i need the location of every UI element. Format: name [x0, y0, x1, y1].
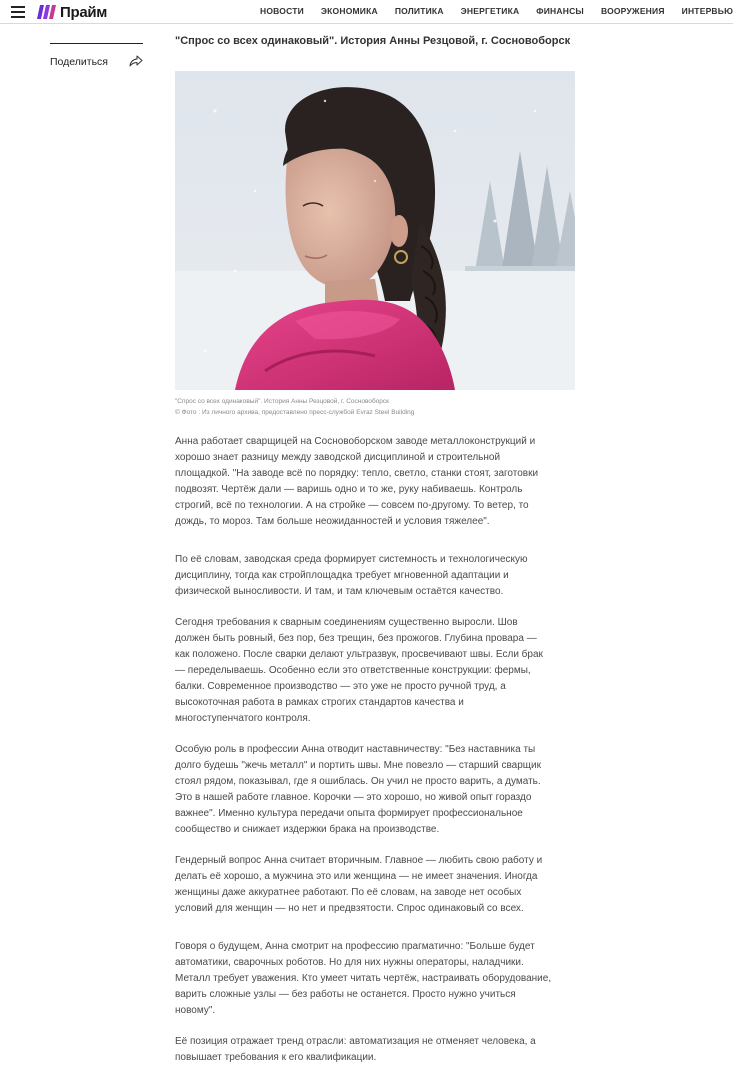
article-paragraph: Сегодня требования к сварным соединениям существенно выросли. Шов должен быть ровный, без пор, без трещин, без прожогов. Глубина провара — как положено. После сварки делают ультразвук, просвечивают швы. Если брак — переделываешь. Особенно если это ответственные конструкции: фермы, балки. Современное производство — это уже не просто ручной труд, а высокоточная работа в рамках строгих стандартов качества и многоступенчатого контроля.	[175, 617, 543, 724]
logo-text: Прайм	[60, 3, 108, 21]
nav-item-news[interactable]: НОВОСТИ	[260, 6, 304, 16]
article-paragraph: По её словам, заводская среда формирует системность и технологическую дисциплину, тогда как стройплощадка требует мгновенной адаптации и физической выносливости. И там, и там ключевым остаётся качество.	[175, 554, 528, 597]
nav-item-economy[interactable]: ЭКОНОМИКА	[320, 6, 378, 16]
main-nav	[260, 6, 733, 16]
nav-item-politics[interactable]: ПОЛИТИКА	[394, 6, 444, 16]
nav-item-energy[interactable]: ЭНЕРГЕТИКА	[460, 6, 520, 16]
photo-caption: "Спрос со всех одинаковый". История Анны Резцовой, г. Сосновоборск	[175, 398, 390, 405]
article-paragraph: Её позиция отражает тренд отрасли: автоматизация не отменяет человека, а повышает требования к его квалификации.	[175, 1036, 536, 1063]
share-icon[interactable]	[129, 55, 143, 67]
nav-item-weapons[interactable]: ВООРУЖЕНИЯ	[600, 6, 665, 16]
photo-caption-block	[175, 396, 414, 418]
logo-mark-icon	[37, 5, 57, 19]
article-paragraph: Анна работает сварщицей на Сосновоборском заводе металлоконструкций и хорошо знает разницу между заводской дисциплиной и строительной площадкой. "На заводе всё по порядку: тепло, светло, станки стоят, заготовки подвозят. Чертёж дали — варишь одно и то же, руку набиваешь. Контроль строгий, всё по технологии. А на стройке — совсем по-другому. То ветер, то дождь, то мороз. Там больше неожиданностей и условия тяжелее".	[175, 436, 539, 527]
article-body	[175, 434, 575, 1066]
share-label[interactable]: Поделиться	[50, 56, 108, 68]
article-paragraph: Гендерный вопрос Анна считает вторичным. Главное — любить свою работу и делать её хорошо, а мужчина это или женщина — не имеет значения. Иногда женщины даже аккуратнее работают. По её словам, на заводе нет особых условий для женщин — но нет и предвзятости. Спрос одинаковый со всех.	[175, 855, 543, 914]
top-header	[0, 0, 733, 24]
article-paragraph: Говоря о будущем, Анна смотрит на профессию прагматично: "Больше будет автоматики, сварочных роботов. Но для них нужны операторы, наладчики. Металл требует уважения. Кто умеет читать чертёж, настраивать оборудование, варить сложные узлы — без работы не останется. Просто нужно учиться новому".	[175, 941, 552, 1016]
article-paragraph: Особую роль в профессии Анна отводит наставничеству: "Без наставника ты долго будешь "жечь металл" и портить швы. Мне повезло — старший сварщик стоял рядом, показывал, где я ошиблась. Он учил не просто варить, а думать. Это в нашей работе главное. Корочки — это хорошо, но живой опыт гораздо важнее". Именно культура передачи опыта формирует профессиональное сообщество и снижает издержки брака на производстве.	[175, 744, 541, 835]
article-photo	[175, 71, 575, 390]
menu-icon[interactable]	[11, 6, 25, 18]
site-logo[interactable]	[37, 3, 107, 21]
share-block	[50, 43, 143, 73]
photo-credit: © Фото : Из личного архива, предоставлено пресс-службой Evraz Steel Building	[175, 409, 415, 416]
nav-item-finance[interactable]: ФИНАНСЫ	[536, 6, 584, 16]
article-title: "Спрос со всех одинаковый". История Анны Резцовой, г. Сосновоборск	[175, 35, 571, 47]
nav-item-interview[interactable]: ИНТЕРВЬЮ	[681, 6, 733, 16]
